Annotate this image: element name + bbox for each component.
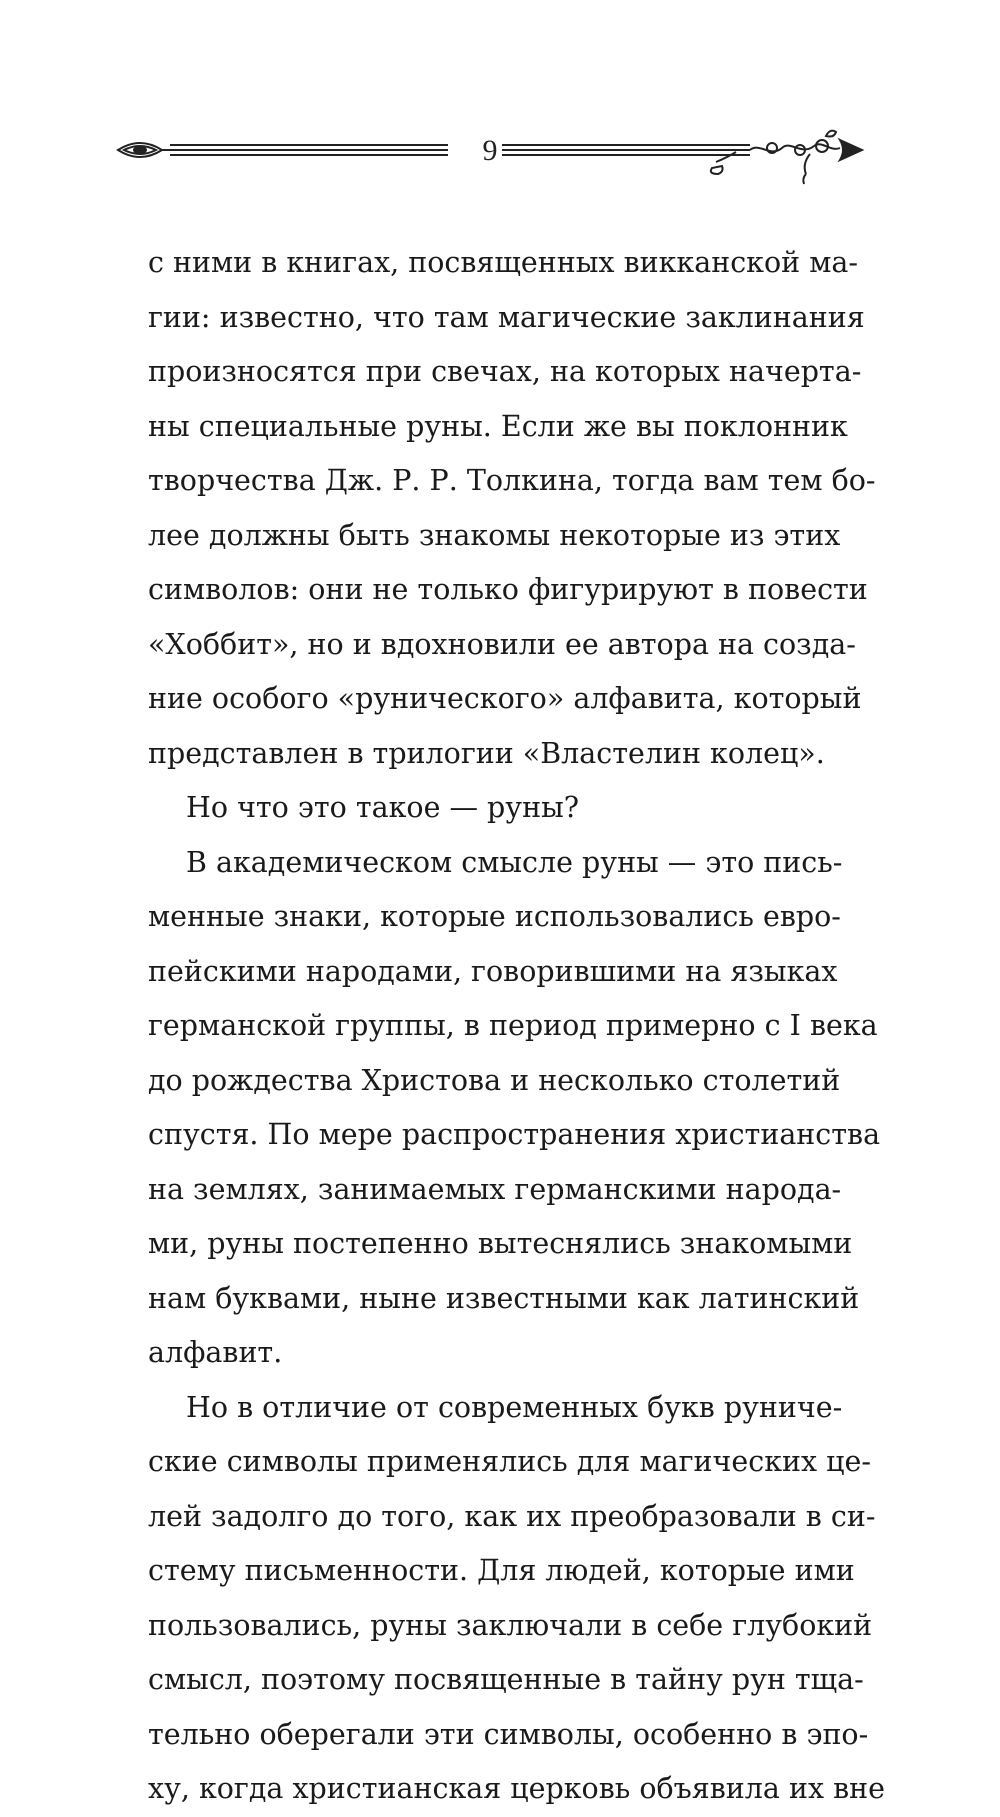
text-line: пейскими народами, говорившими на языках (148, 954, 838, 988)
paragraph-line: Но в отличие от современных букв руниче- (186, 1390, 843, 1424)
page-number: 9 (482, 134, 498, 167)
text-line: представлен в трилогии «Властелин колец». (148, 736, 825, 770)
text-line: с ними в книгах, посвященных викканской ма- (148, 246, 858, 279)
text-line: ские символы применялись для магических це- (148, 1445, 871, 1478)
text-line: на землях, занимаемых германскими народа- (148, 1172, 842, 1206)
text-line: произносятся при свечах, на которых начерта- (148, 355, 862, 388)
paragraph-line: В академическом смысле руны — это пись- (186, 845, 843, 879)
text-line: ние особого «рунического» алфавита, который (148, 682, 862, 715)
text-line: спустя. По мере распространения христианства (148, 1118, 881, 1151)
body-text (148, 236, 885, 1817)
text-line: пользовались, руны заключали в себе глубокий (148, 1608, 873, 1642)
text-line: германской группы, в период примерно с I века (148, 1009, 878, 1042)
text-line: до рождества Христова и несколько столетий (148, 1063, 841, 1097)
text-line: «Хоббит», но и вдохновили ее автора на созда- (148, 627, 856, 661)
text-line: лее должны быть знакомы некоторые из этих (148, 518, 841, 552)
text-line: нам буквами, ныне известными как латинский (148, 1281, 860, 1315)
text-line: менные знаки, которые использовались евро- (148, 900, 841, 933)
text-line: ны специальные руны. Если же вы поклонник (148, 409, 848, 443)
text-line: ху, когда христианская церковь объявила их вне (148, 1772, 885, 1805)
paragraph-line: Но что это такое — руны? (186, 791, 580, 824)
text-line: символов: они не только фигурируют в повести (148, 573, 868, 606)
page-header (110, 122, 870, 192)
text-line: гии: известно, что там магические заклинания (148, 300, 865, 334)
text-line: алфавит. (148, 1336, 283, 1369)
text-line: ми, руны постепенно вытеснялись знакомыми (148, 1227, 853, 1260)
text-line: смысл, поэтому посвященные в тайну рун тща- (148, 1663, 864, 1696)
text-line: лей задолго до того, как их преобразовали в си- (148, 1499, 876, 1533)
text-line: творчества Дж. Р. Р. Толкина, тогда вам тем бо- (148, 464, 876, 497)
text-line: тельно оберегали эти символы, особенно в эпо- (148, 1717, 869, 1751)
text-line: стему письменности. Для людей, которые ими (148, 1554, 855, 1587)
